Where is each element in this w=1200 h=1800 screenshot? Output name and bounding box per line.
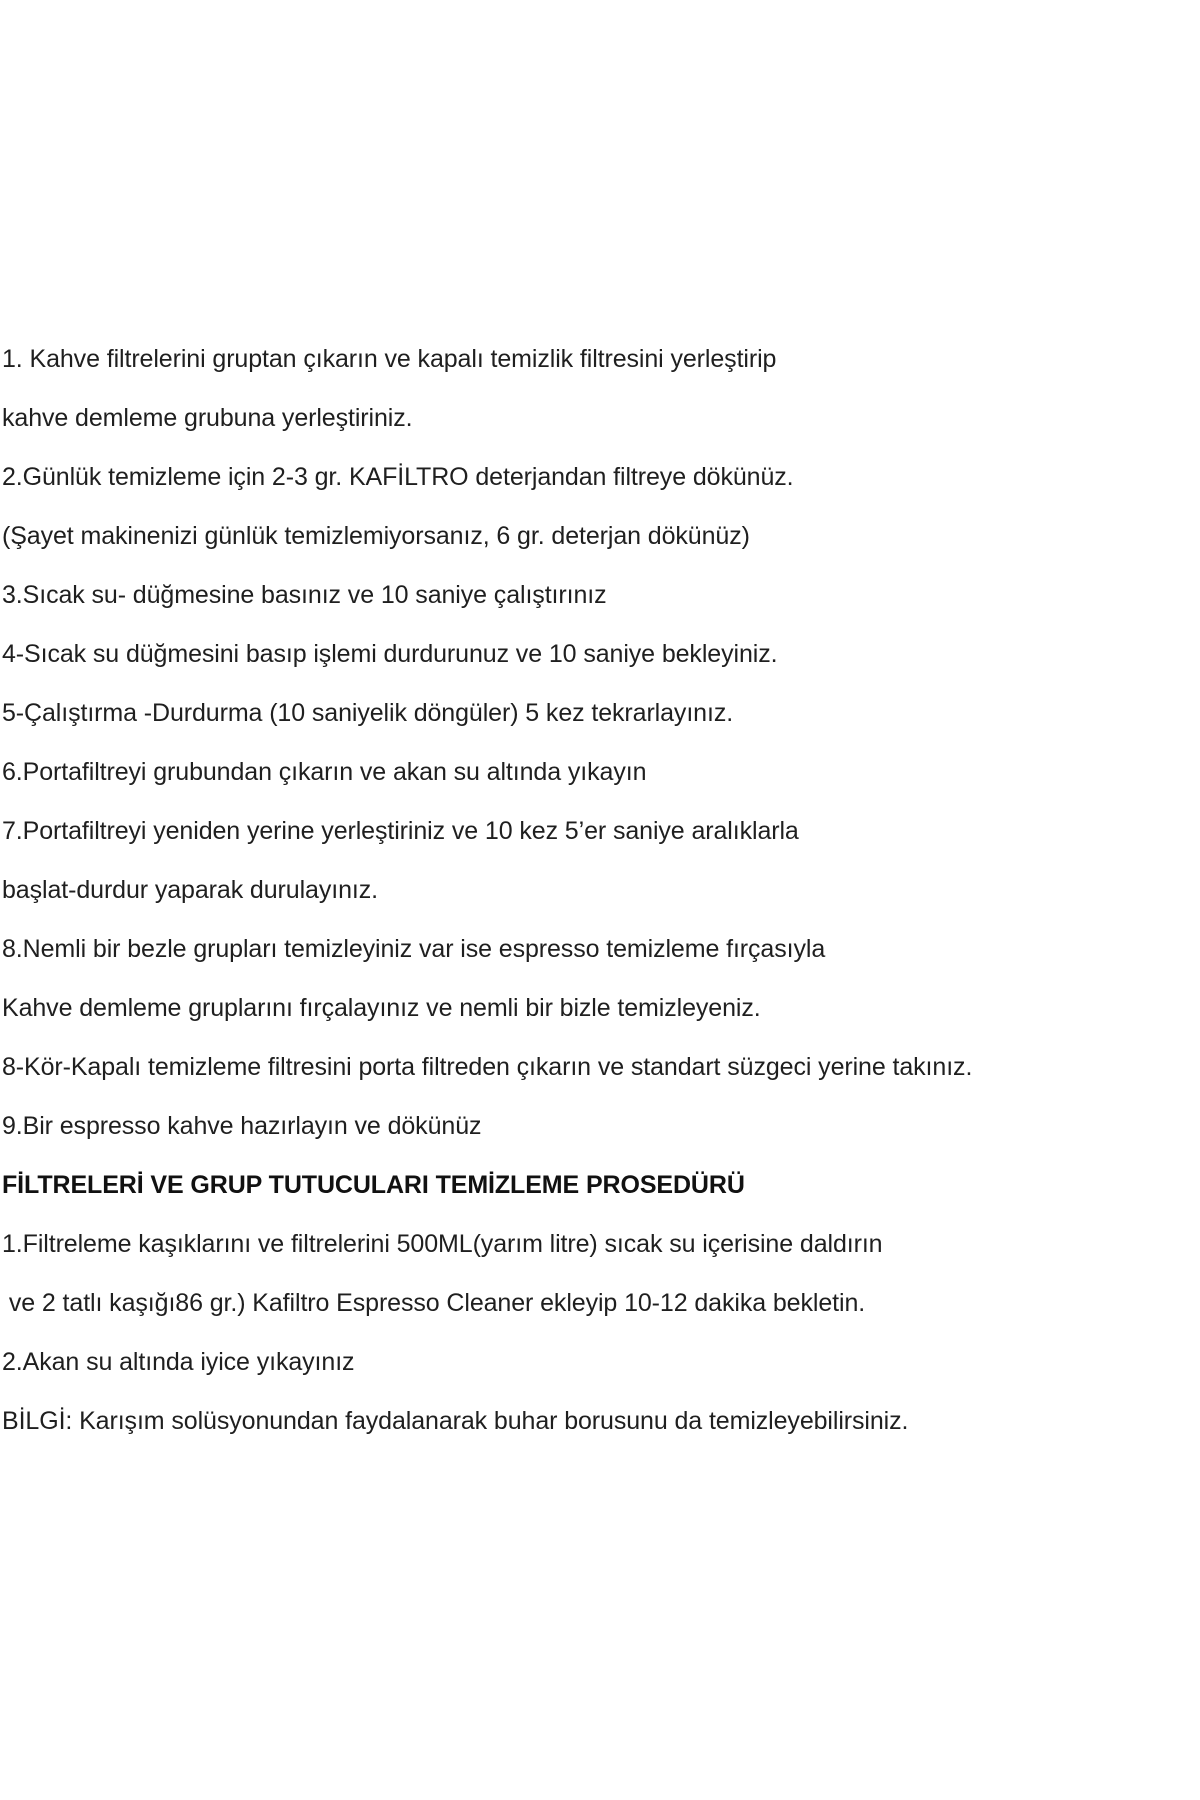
- document-body: [2, 330, 1182, 1451]
- procedure-line-3: 2.Akan su altında iyice yıkayınız: [2, 1348, 355, 1376]
- instruction-line-14: 9.Bir espresso kahve hazırlayın ve dökünüz: [2, 1112, 482, 1140]
- instruction-line-7: 5-Çalıştırma -Durdurma (10 saniyelik döngüler) 5 kez tekrarlayınız.: [2, 699, 734, 727]
- instruction-line-13: 8-Kör-Kapalı temizleme filtresini porta filtreden çıkarın ve standart süzgeci yerine takınız.: [2, 1053, 973, 1081]
- instruction-line-1: 1. Kahve filtrelerini gruptan çıkarın ve kapalı temizlik filtresini yerleştirip: [2, 345, 777, 373]
- instruction-line-11: 8.Nemli bir bezle grupları temizleyiniz var ise espresso temizleme fırçasıyla: [2, 935, 826, 963]
- procedure-line-1: 1.Filtreleme kaşıklarını ve filtrelerini 500ML(yarım litre) sıcak su içerisine daldırın: [2, 1230, 883, 1258]
- instruction-line-4: (Şayet makinenizi günlük temizlemiyorsanız, 6 gr. deterjan dökünüz): [2, 522, 750, 550]
- instruction-line-5: 3.Sıcak su- düğmesine basınız ve 10 saniye çalıştırınız: [2, 581, 607, 609]
- instruction-line-12: Kahve demleme gruplarını fırçalayınız ve nemli bir bizle temizleyeniz.: [2, 994, 761, 1022]
- instruction-line-3: 2.Günlük temizleme için 2-3 gr. KAFİLTRO deterjandan filtreye dökünüz.: [2, 463, 794, 491]
- instruction-line-8: 6.Portafiltreyi grubundan çıkarın ve akan su altında yıkayın: [2, 758, 647, 786]
- instruction-line-2: kahve demleme grubuna yerleştiriniz.: [2, 404, 413, 432]
- info-note: BİLGİ: Karışım solüsyonundan faydalanarak buhar borusunu da temizleyebilirsiniz.: [2, 1407, 909, 1435]
- instruction-line-9: 7.Portafiltreyi yeniden yerine yerleştiriniz ve 10 kez 5’er saniye aralıklarla: [2, 817, 799, 845]
- instruction-line-10: başlat-durdur yaparak durulayınız.: [2, 876, 378, 904]
- section-heading: FİLTRELERİ VE GRUP TUTUCULARI TEMİZLEME PROSEDÜRÜ: [2, 1171, 745, 1199]
- procedure-line-2: ve 2 tatlı kaşığı86 gr.) Kafiltro Espresso Cleaner ekleyip 10-12 dakika bekletin.: [2, 1289, 866, 1317]
- instruction-line-6: 4-Sıcak su düğmesini basıp işlemi durdurunuz ve 10 saniye bekleyiniz.: [2, 640, 778, 668]
